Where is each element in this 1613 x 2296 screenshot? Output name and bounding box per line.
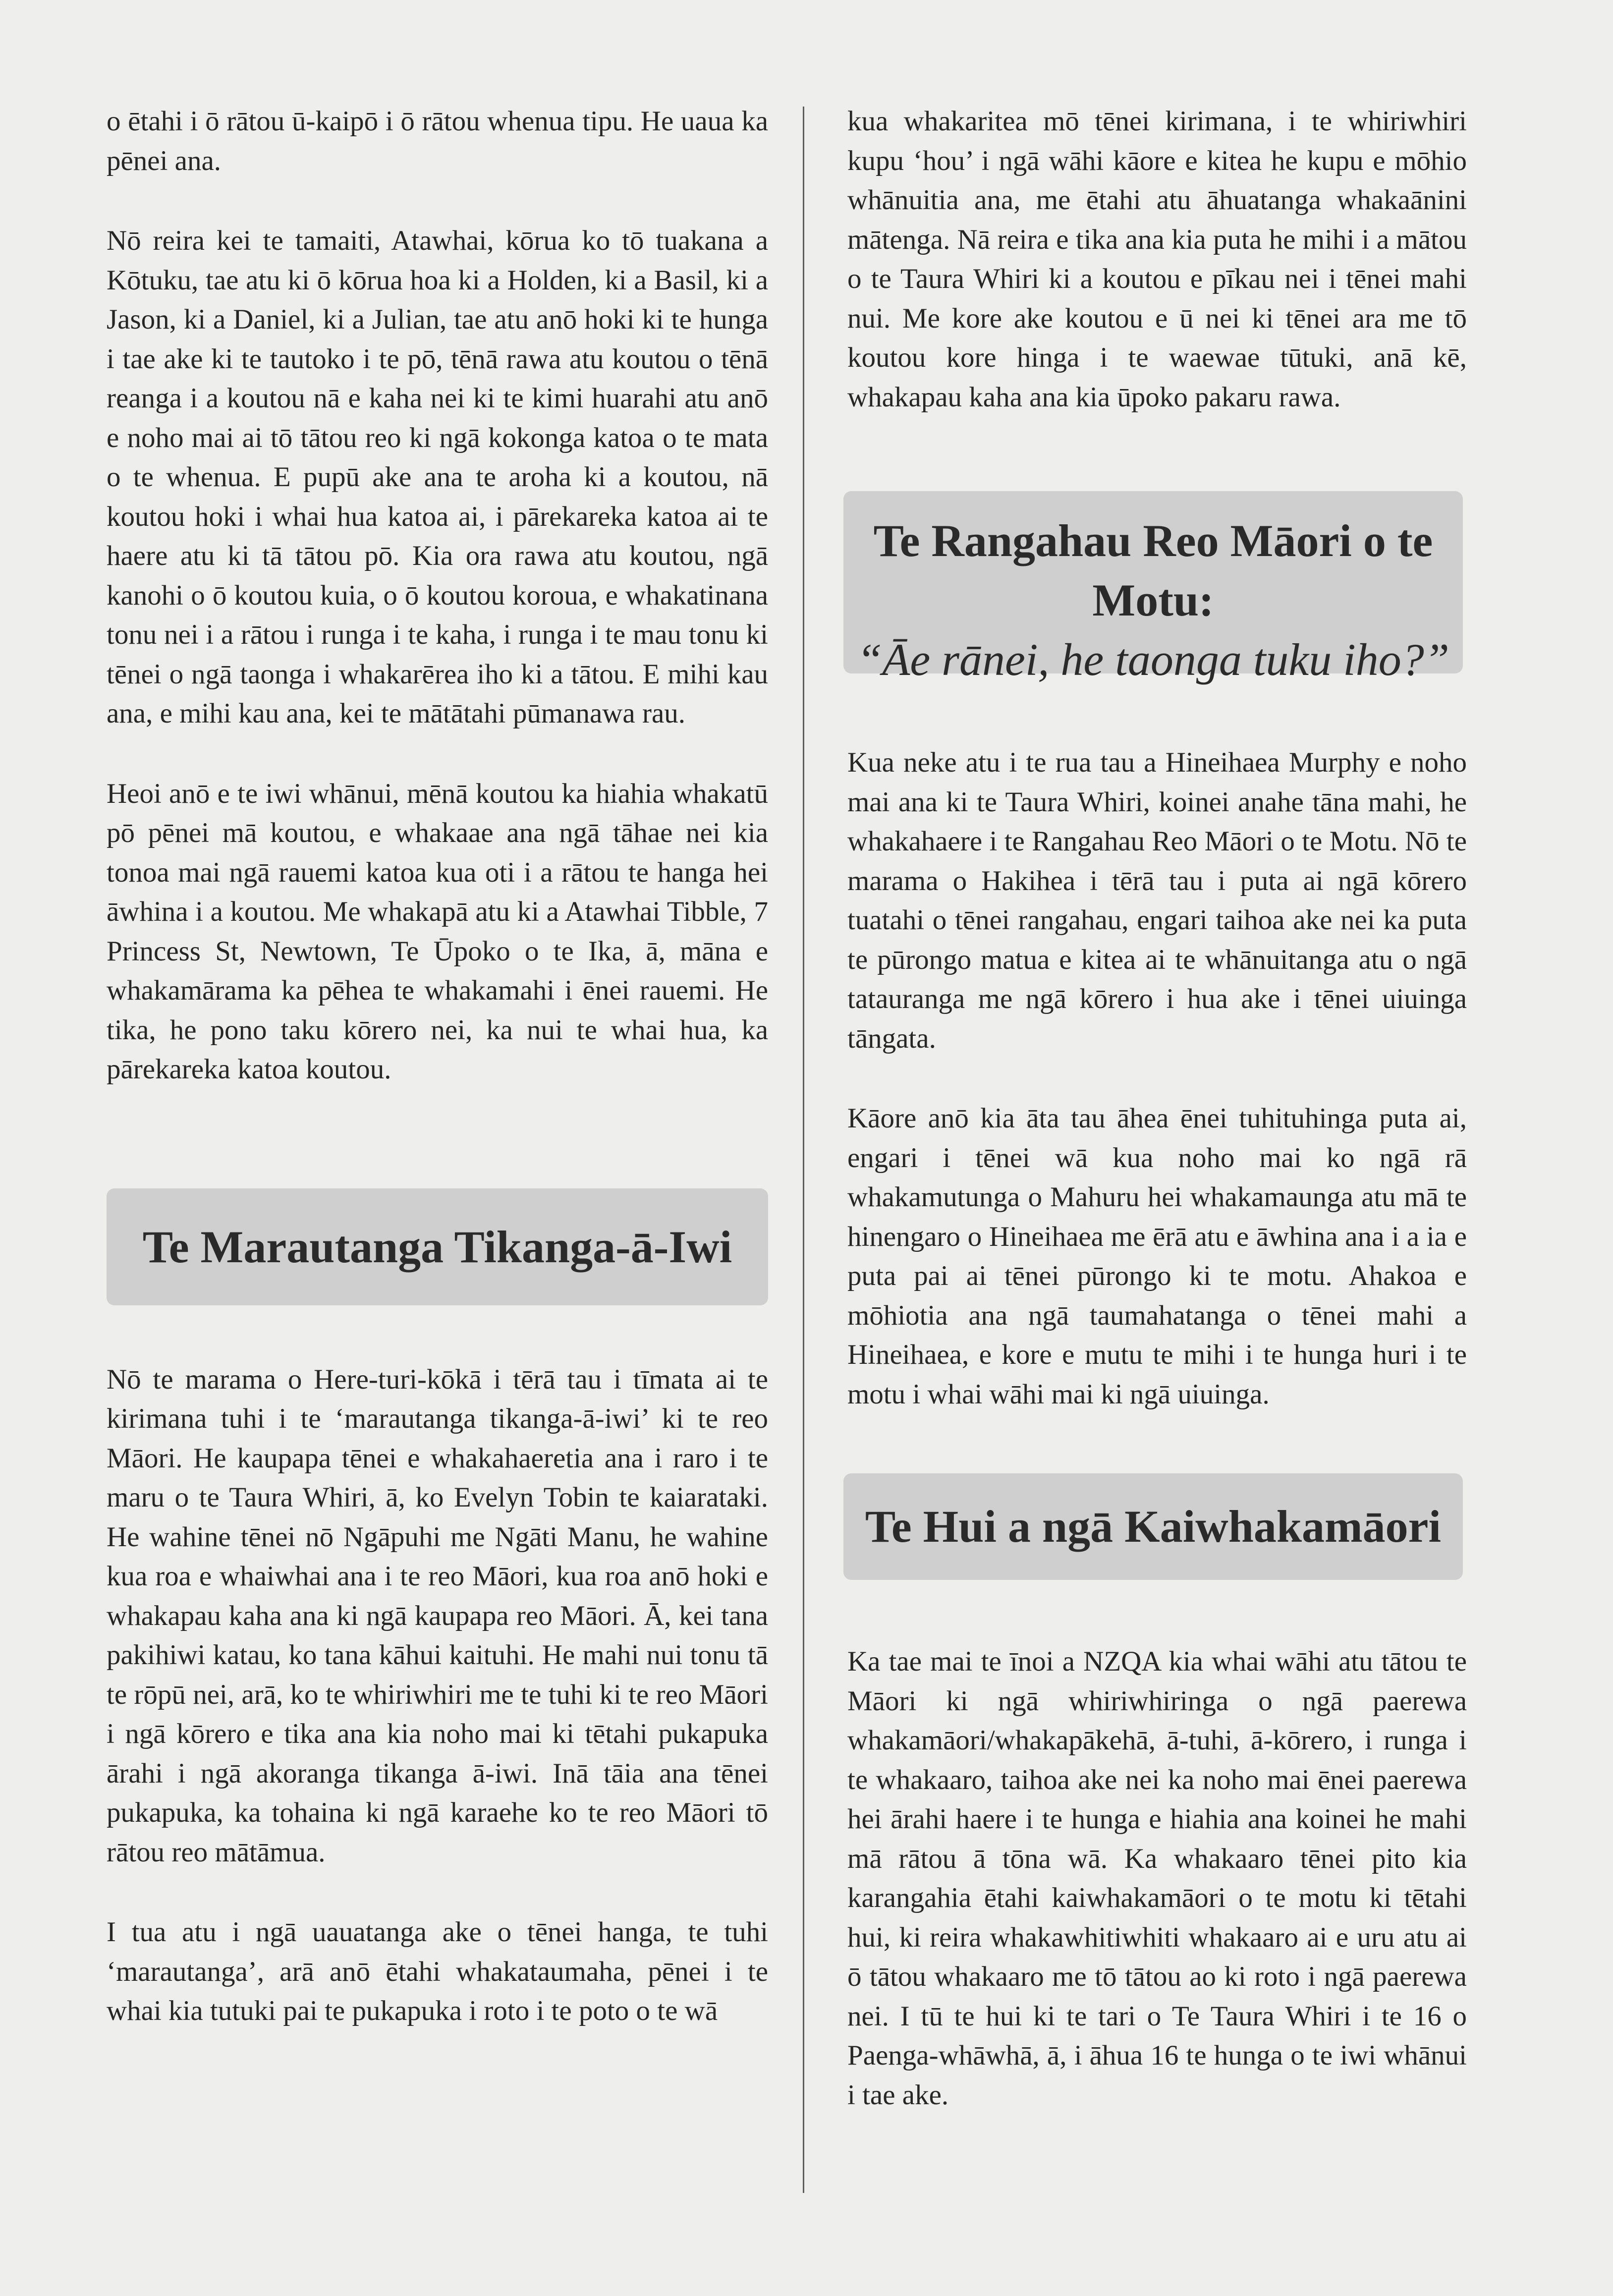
paragraph: Heoi anō e te iwi whānui, mēnā koutou ka hiahia whakatū pō pēnei mā koutou, e whakaae ana ngā tāhae nei kia tonoa mai ngā rauemi katoa kua oti i a rātou te hanga hei āwhina i a koutou. Me whakapā atu ki a Atawhai Tibble, 7 Princess St, Newtown, Te Ūpoko o te Ika, ā, māna e whakamārama ka pēhea te whakamahi i ēnei rauemi. He tika, he pono taku kōrero nei, ka nui te whai hua, ka pārekareka katoa koutou. xyxy=(107,778,768,1085)
section-heading-marautanga xyxy=(107,1188,768,1305)
paragraph: Nō te marama o Here-turi-kōkā i tērā tau i tīmata ai te kirimana tuhi i te ‘marautanga tikanga-ā-iwi’ ki te reo Māori. He kaupapa tēnei e whakahaeretia ana i raro i te maru o te Taura Whiri, ā, ko Evelyn Tobin te kaiarataki. He wahine tēnei nō Ngāpuhi me Ngāti Manu, he wahine kua roa e whaiwhai ana i te reo Māori, kua roa anō hoki e whakapau kaha ana ki ngā kaupapa reo Māori. Ā, kei tana pakihiwi katau, ko tana kāhui kaituhi. He mahi nui tonu tā te rōpū nei, arā, ko te whiriwhiri me te tuhi ki te reo Māori i ngā kōrero e tika ana kia noho mai ki tētahi pukapuka ārahi i ngā akoranga tikanga ā-iwi. Inā tāia ana tēnei pukapuka, ka tohaina ki ngā karaehe ko te reo Māori tō rātou reo mātāmua. xyxy=(107,1363,768,1868)
paragraph: o ētahi i ō rātou ū-kaipō i ō rātou whenua tipu. He uaua ka pēnei ana. xyxy=(107,106,768,176)
column-divider xyxy=(803,107,804,2193)
right-column xyxy=(847,102,1467,2115)
heading-subtitle: “Āe rānei, he taonga tuku iho?” xyxy=(857,634,1449,685)
paragraph: I tua atu i ngā uauatanga ake o tēnei hanga, te tuhi ‘marautanga’, arā anō ētahi whakataumaha, pēnei i te whai kia tutuki pai te pukapuka i roto i te poto o te wā xyxy=(107,1916,768,2026)
heading-text: Motu: xyxy=(1092,575,1214,625)
left-column xyxy=(107,102,768,2031)
heading-text: Te Hui a ngā Kaiwhakamāori xyxy=(865,1501,1442,1552)
paragraph: Nō reira kei te tamaiti, Atawhai, kōrua ko tō tuakana a Kōtuku, tae atu ki ō kōrua hoa ki a Holden, ki a Basil, ki a Jason, ki a Daniel, ki a Julian, tae atu anō hoki ki te hunga i tae ake ki te tautoko i te pō, tēnā rawa atu koutou o tēnā reanga i a koutou nā e kaha nei ki te kimi huarahi atu anō e noho mai ai tō tātou reo ki ngā kokonga katoa o te mata o te whenua. E pupū ake ana te aroha ki a koutou, nā koutou hoki i whai hua katoa ai, i pārekareka katoa ai te haere atu ki tā tātou pō. Kia ora rawa atu koutou, ngā kanohi o ō koutou kuia, o ō koutou koroua, e whakatinana tonu nei i a rātou i runga i te kaha, i runga i te mau tonu ki tēnei o ngā taonga i whakarērea iho ki a tātou. E mihi kau ana, e mihi kau ana, kei te mātātahi pūmanawa rau. xyxy=(107,225,768,729)
heading-text: Te Marautanga Tikanga-ā-Iwi xyxy=(142,1221,732,1272)
heading-text: Te Rangahau Reo Māori o te xyxy=(873,515,1433,566)
paragraph: Kua neke atu i te rua tau a Hineihaea Murphy e noho mai ana ki te Taura Whiri, koinei anahe tāna mahi, he whakahaere i te Rangahau Reo Māori o te Motu. Nō te marama o Hakihea i tērā tau i puta ai ngā kōrero tuatahi o tēnei rangahau, engari taihoa ake nei ka puta te pūrongo matua e kitea ai te whānuitanga atu o ngā tatauranga me ngā kōrero i hua ake i tēnei uiuinga tāngata. xyxy=(847,747,1467,1054)
section-heading-kaiwhakamaori xyxy=(843,1473,1463,1580)
paragraph: kua whakaritea mō tēnei kirimana, i te whiriwhiri kupu ‘hou’ i ngā wāhi kāore e kitea he kupu e mōhio whānuitia ana, me ētahi atu āhuatanga whakaānini mātenga. Nā reira e tika ana kia puta he mihi i a mātou o te Taura Whiri ki a koutou e pīkau nei i tēnei mahi nui. Me kore ake koutou e ū nei ki tēnei ara me tō koutou kore hinga i te waewae tūtuki, anā kē, whakapau kaha ana kia ūpoko pakaru rawa. xyxy=(847,106,1467,413)
paragraph: Ka tae mai te īnoi a NZQA kia whai wāhi atu tātou te Māori ki ngā whiriwhiringa o ngā paerewa whakamāori/whakapākehā, ā-tuhi, ā-kōrero, i runga i te whakaaro, taihoa ake nei ka noho mai ēnei paerewa hei ārahi haere i te hunga e hiahia ana koinei he mahi mā rātou ā tōna wā. Ka whakaaro tēnei pito kia karangahia ētahi kaiwhakamāori o te motu ki tētahi hui, ki reira whakawhitiwhiti whakaaro ai e uru atu ai ō tātou whakaaro me tō tātou ao ki roto i ngā paerewa nei. I tū te hui ki te tari o Te Taura Whiri i te 16 o Paenga-whāwhā, ā, i āhua 16 te hunga o te iwi whānui i tae ake. xyxy=(847,1646,1467,2111)
section-heading-rangahau xyxy=(843,491,1463,685)
paragraph: Kāore anō kia āta tau āhea ēnei tuhituhinga puta ai, engari i tēnei wā kua noho mai ko ngā rā whakamutunga o Mahuru hei whakamaunga atu mā te hinengaro o Hineihaea me ērā atu e āwhina ana i a ia e puta pai ai tēnei pūrongo ki te motu. Ahakoa e mōhiotia ana ngā taumahatanga o tēnei mahi a Hineihaea, e kore e mutu te mihi i te hunga huri i te motu i whai wāhi mai ki ngā uiuinga. xyxy=(847,1103,1467,1410)
